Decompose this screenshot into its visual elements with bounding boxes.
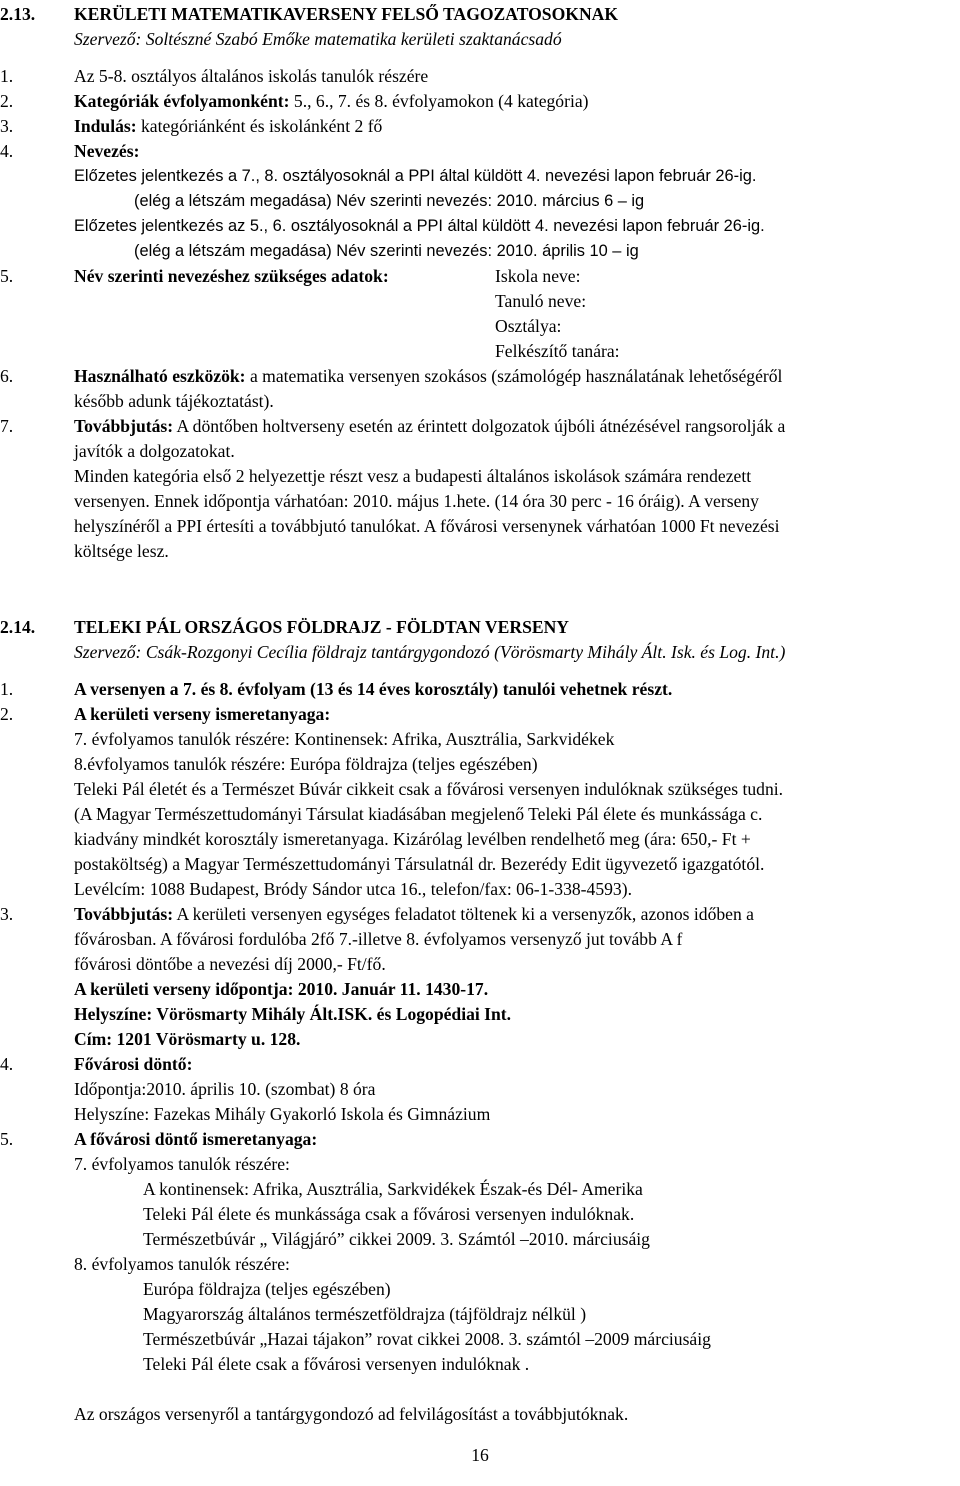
item-number: 4. — [0, 141, 14, 161]
item-text: Az 5-8. osztályos általános iskolás tanulók részére — [74, 66, 429, 86]
item-text — [74, 904, 754, 924]
registration-line: Előzetes jelentkezés a 7., 8. osztályosoknál a PPI által küldött 4. nevezési lapon február 26-ig. — [74, 167, 757, 185]
item-number: 3. — [0, 904, 14, 924]
topic-line: A kontinensek: Afrika, Ausztrália, Sarkvidékek Észak-és Dél- Amerika — [143, 1179, 643, 1199]
item-body: 5., 6., 7. és 8. évfolyamokon (4 kategória) — [289, 91, 589, 111]
item-label: A kerületi verseny ismeretanyaga: — [74, 704, 331, 724]
section-title: KERÜLETI MATEMATIKAVERSENY FELSŐ TAGOZATOSOKNAK — [74, 4, 619, 24]
content-line: Időpontja:2010. április 10. (szombat) 8 óra — [74, 1079, 376, 1099]
item-label: Fővárosi döntő: — [74, 1054, 193, 1074]
item-label: Továbbjutás: — [74, 904, 174, 924]
item-number: 5. — [0, 266, 14, 286]
field-label: Felkészítő tanára: — [495, 341, 620, 361]
page-number: 16 — [471, 1445, 489, 1465]
paragraph-line: helyszínéről a PPI értesíti a továbbjutó tanulókat. A fővárosi versenynek várhatóan 1000 Ft nevezési — [74, 516, 780, 536]
section-number: 2.14. — [0, 617, 36, 637]
item-text: javítók a dolgozatokat. — [74, 441, 235, 461]
item-label: Használható eszközök: — [74, 366, 246, 386]
content-line: Helyszíne: Fazekas Mihály Gyakorló Iskola és Gimnázium — [74, 1104, 491, 1124]
content-line: fővárosban. A fővárosi fordulóba 2fő 7.-illetve 8. évfolyamos versenyző jut tovább A f — [74, 929, 683, 949]
item-text — [74, 116, 382, 136]
item-number: 7. — [0, 416, 14, 436]
item-number: 6. — [0, 366, 14, 386]
item-label: Indulás: — [74, 116, 137, 136]
registration-line: (elég a létszám megadása) Név szerinti nevezés: 2010. március 6 – ig — [134, 192, 645, 210]
paragraph-line: versenyen. Ennek időpontja várhatóan: 2010. május 1.hete. (14 óra 30 perc - 16 óráig). A verseny — [74, 491, 759, 511]
item-number: 1. — [0, 66, 14, 86]
item-body: A kerületi versenyen egységes feladatot töltenek ki a versenyzők, azonos időben a — [173, 904, 754, 924]
topic-line: Természetbúvár „Hazai tájakon” rovat cikkei 2008. 3. számtól –2009 márciusáig — [143, 1329, 711, 1349]
topic-line: Magyarország általános természetföldrajza (tájföldrajz nélkül ) — [143, 1304, 587, 1324]
item-label: Név szerinti nevezéshez szükséges adatok: — [74, 266, 389, 286]
item-label: Nevezés: — [74, 141, 140, 161]
event-venue: Helyszíne: Vörösmarty Mihály Ált.ISK. és Logopédiai Int. — [74, 1004, 512, 1024]
item-number: 2. — [0, 704, 14, 724]
paragraph-line: Minden kategória első 2 helyezettje részt vesz a budapesti általános iskolások számára rendezett — [74, 466, 752, 486]
grade-heading: 7. évfolyamos tanulók részére: — [74, 1154, 290, 1174]
item-label: Továbbjutás: — [74, 416, 174, 436]
item-text — [74, 416, 785, 436]
content-line: 8.évfolyamos tanulók részére: Európa földrajza (teljes egészében) — [74, 754, 538, 774]
section-number: 2.13. — [0, 4, 36, 24]
registration-line: Előzetes jelentkezés az 5., 6. osztályosoknál a PPI által küldött 4. nevezési lapon február 26-ig. — [74, 217, 765, 235]
item-number: 1. — [0, 679, 14, 699]
field-label: Tanuló neve: — [495, 291, 587, 311]
content-line: kiadvány mindkét korosztály ismeretanyaga. Kizárólag levélben rendelhető meg (ára: 650,- Ft + — [74, 829, 751, 849]
grade-heading: 8. évfolyamos tanulók részére: — [74, 1254, 290, 1274]
item-text: később adunk tájékoztatást). — [74, 391, 274, 411]
topic-line: Természetbúvár „ Világjáró” cikkei 2009. 3. Számtól –2010. márciusáig — [143, 1229, 650, 1249]
paragraph-line: költsége lesz. — [74, 541, 169, 561]
content-line: Levélcím: 1088 Budapest, Bródy Sándor utca 16., telefon/fax: 06-1-338-4593). — [74, 879, 632, 899]
event-address: Cím: 1201 Vörösmarty u. 128. — [74, 1029, 301, 1049]
item-body: a matematika versenyen szokásos (számológép használatának lehetőségéről — [245, 366, 783, 386]
topic-line: Teleki Pál élete csak a fővárosi versenyen indulóknak . — [143, 1354, 530, 1374]
content-line: Teleki Pál életét és a Természet Búvár cikkeit csak a fővárosi versenyen indulóknak szükséges tudni. — [74, 779, 784, 799]
item-number: 5. — [0, 1129, 14, 1149]
item-text — [74, 366, 782, 386]
item-number: 4. — [0, 1054, 14, 1074]
field-label: Osztálya: — [495, 316, 562, 336]
item-number: 2. — [0, 91, 14, 111]
field-label: Iskola neve: — [495, 266, 581, 286]
topic-line: Teleki Pál élete és munkássága csak a fővárosi versenyen indulóknak. — [143, 1204, 635, 1224]
content-line: (A Magyar Természettudományi Társulat kiadásában megjelenő Teleki Pál élete és munkássága c. — [74, 804, 763, 824]
content-line: postaköltség) a Magyar Természettudományi Társulatnál dr. Bezerédy Edit ügyvezető igazgatótól. — [74, 854, 765, 874]
item-body: kategóriánként és iskolánként 2 fő — [136, 116, 383, 136]
section-title: TELEKI PÁL ORSZÁGOS FÖLDRAJZ - FÖLDTAN VERSENY — [74, 617, 569, 637]
item-text: A versenyen a 7. és 8. évfolyam (13 és 14 éves korosztály) tanulói vehetnek részt. — [74, 679, 673, 699]
item-number: 3. — [0, 116, 14, 136]
section-organizer: Szervező: Soltészné Szabó Emőke matematika kerületi szaktanácsadó — [74, 29, 562, 49]
event-date: A kerületi verseny időpontja: 2010. Január 11. 1430-17. — [74, 979, 489, 999]
item-label: A fővárosi döntő ismeretanyaga: — [74, 1129, 318, 1149]
registration-line: (elég a létszám megadása) Név szerinti nevezés: 2010. április 10 – ig — [134, 242, 639, 260]
item-label: Kategóriák évfolyamonként: — [74, 91, 290, 111]
closing-note: Az országos versenyről a tantárgygondozó ad felvilágosítást a továbbjutóknak. — [74, 1404, 629, 1424]
section-organizer: Szervező: Csák-Rozgonyi Cecília földrajz tantárgygondozó (Vörösmarty Mihály Ált. Isk. és Log. Int.) — [74, 642, 786, 662]
item-body: A döntőben holtverseny esetén az érintett dolgozatok újbóli átnézésével rangsorolják a — [173, 416, 786, 436]
content-line: fővárosi döntőbe a nevezési díj 2000,- Ft/fő. — [74, 954, 386, 974]
content-line: 7. évfolyamos tanulók részére: Kontinensek: Afrika, Ausztrália, Sarkvidékek — [74, 729, 615, 749]
item-text — [74, 91, 589, 111]
topic-line: Európa földrajza (teljes egészében) — [143, 1279, 391, 1299]
